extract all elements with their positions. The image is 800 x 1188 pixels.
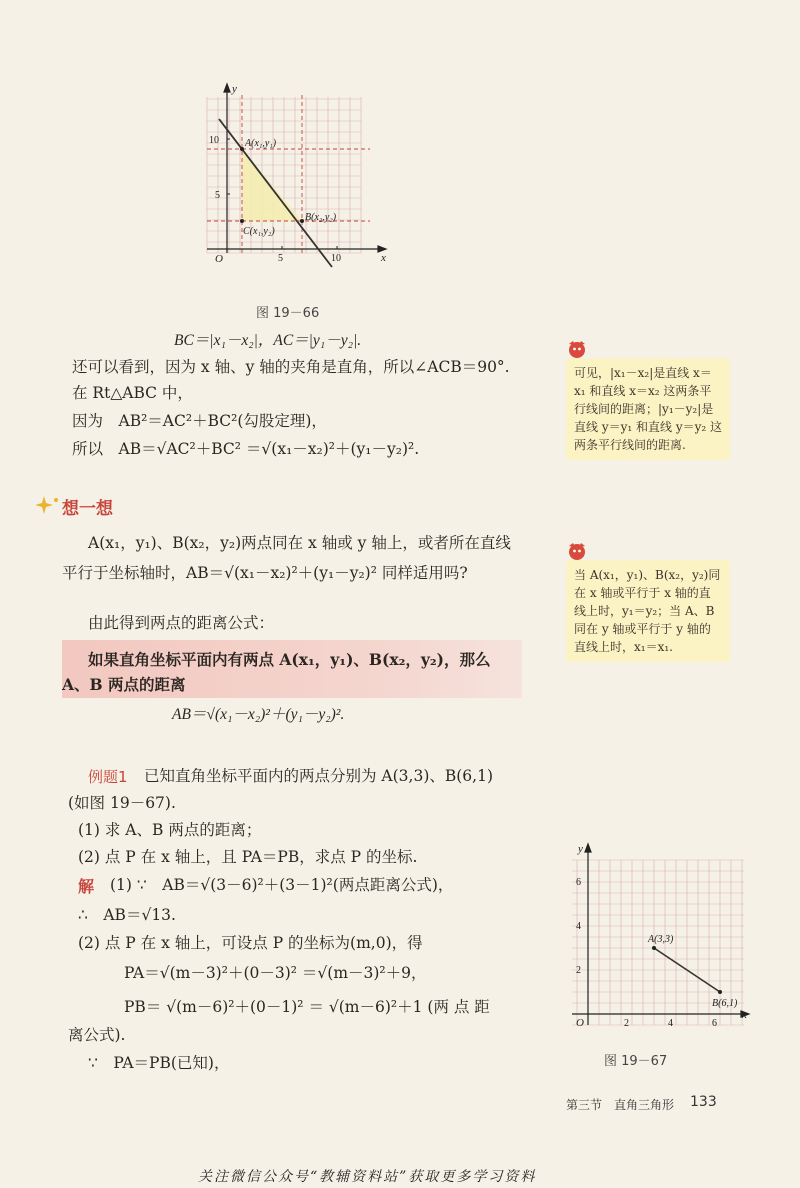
solution-line-7: ∵ PA＝PB(已知)， xyxy=(88,1054,230,1072)
tick-x-5: 5 xyxy=(278,253,283,264)
footer-section: 第三节 直角三角形 xyxy=(566,1098,675,1112)
fig2-tick-x-2: 2 xyxy=(624,1018,629,1029)
formula-line-3: AB＝√(x₁－x₂)²＋(y₁－y₂)². xyxy=(172,706,345,723)
figure-19-66-graphic xyxy=(185,75,405,275)
fig2-axis-y: y xyxy=(578,843,583,855)
point-c xyxy=(240,219,244,223)
point-c-label: C(x₁,y₂) xyxy=(243,226,275,237)
tick-y-5: 5 xyxy=(215,190,220,201)
point-a-label: A(x₁,y₁) xyxy=(245,138,277,149)
solution-line-1: (1) ∵ AB＝√(3－6)²＋(3－1)²(两点距离公式)， xyxy=(110,876,454,894)
fig2-origin: O xyxy=(576,1017,584,1029)
fig2-point-b xyxy=(718,990,722,994)
example-line-2: (如图 19－67). xyxy=(68,794,176,812)
axis-x-label: x xyxy=(381,252,386,264)
question-1: (1) 求 A、B 两点的距离； xyxy=(78,821,262,839)
point-a xyxy=(240,147,244,151)
tick-y-10: 10 xyxy=(209,135,219,146)
example-line-1: 已知直角坐标平面内的两点分别为 A(3,3)、B(6,1) xyxy=(144,767,494,785)
solution-line-4: PA＝√(m－3)²＋(0－3)² ＝√(m－3)²＋9， xyxy=(124,964,427,982)
text-line-ab-result: 所以 AB＝√AC²＋BC² ＝√(x₁－x₂)²＋(y₁－y₂)². xyxy=(72,440,420,458)
side-note-parallel-axis: 当 A(x₁，y₁)、B(x₂，y₂)同在 x 轴或平行于 x 轴的直线上时，y₁＝y₂；当 A、B 同在 y 轴或平行于 y 轴的直线上时，x₁＝x₁. xyxy=(566,560,730,662)
text-line-pythagoras: 因为 AB²＝AC²＋BC²(勾股定理)， xyxy=(72,412,327,430)
side-note-distance: 可见，|x₁－x₂|是直线 x＝x₁ 和直线 x＝x₂ 这两条平行线间的距离；|y₁－y₂|是直线 y＝y₁ 和直线 y＝y₂ 这两条平行线间的距离. xyxy=(566,358,730,460)
text-line-bc-ac: BC＝|x₁－x₂|，AC＝|y₁－y₂|. xyxy=(174,332,362,349)
fig2-tick-x-6: 6 xyxy=(712,1018,717,1029)
think-line-2: 平行于坐标轴时，AB＝√(x₁－x₂)²＋(y₁－y₂)² 同样适用吗? xyxy=(62,564,468,582)
think-title: 想一想 xyxy=(62,499,113,519)
solution-line-6: 离公式). xyxy=(68,1026,126,1044)
tick-x-10: 10 xyxy=(331,253,341,264)
solution-line-3: (2) 点 P 在 x 轴上，可设点 P 的坐标为(m,0)，得 xyxy=(78,934,423,952)
fig2-point-a-label: A(3,3) xyxy=(648,934,674,945)
sparkle-icon xyxy=(36,494,62,518)
note-2-icon xyxy=(566,540,588,562)
page-number: 133 xyxy=(690,1094,717,1110)
formula-line-1: 如果直角坐标平面内有两点 A(x₁，y₁)、B(x₂，y₂)，那么 xyxy=(88,650,491,669)
watermark: 关注微信公众号“教辅资料站”获取更多学习资料 xyxy=(198,1169,537,1185)
figure-19-66 xyxy=(185,75,405,275)
solution-line-2: ∴ AB＝√13. xyxy=(78,906,176,924)
fig2-tick-y-4: 4 xyxy=(576,921,581,932)
fig2-tick-y-2: 2 xyxy=(576,965,581,976)
fig2-tick-y-6: 6 xyxy=(576,877,581,888)
point-b-label: B(x₂,y₂) xyxy=(305,212,337,223)
note-1-icon xyxy=(566,338,588,360)
origin-label: O xyxy=(215,253,223,265)
fig2-tick-x-4: 4 xyxy=(668,1018,673,1029)
solution-label: 解 xyxy=(78,877,95,896)
mascot-icon xyxy=(566,540,588,562)
solution-line-5: PB＝ √(m－6)²＋(0－1)² ＝ √(m－6)²＋1 (两 点 距 xyxy=(124,998,490,1016)
formula-line-2: A、B 两点的距离 xyxy=(62,675,186,694)
mascot-icon xyxy=(566,338,588,360)
text-line-rt-triangle: 在 Rt△ABC 中， xyxy=(72,384,193,402)
point-b xyxy=(300,219,304,223)
figure-19-67-caption: 图 19－67 xyxy=(604,1054,668,1069)
figure-19-67-graphic xyxy=(558,840,758,1040)
think-line-1: A(x₁，y₁)、B(x₂，y₂)两点同在 x 轴或 y 轴上，或者所在直线 xyxy=(88,534,511,552)
axis-y-label: y xyxy=(232,83,237,95)
fig2-point-a xyxy=(652,946,656,950)
derive-line: 由此得到两点的距离公式： xyxy=(88,614,275,632)
fig2-point-b-label: B(6,1) xyxy=(712,998,738,1009)
figure-19-66-caption: 图 19－66 xyxy=(256,306,320,321)
figure-19-67 xyxy=(558,840,758,1040)
example-label: 例题1 xyxy=(88,768,128,786)
fig2-axis-x: x xyxy=(742,1009,747,1021)
question-2: (2) 点 P 在 x 轴上，且 PA＝PB，求点 P 的坐标. xyxy=(78,848,418,866)
text-line-angle: 还可以看到，因为 x 轴、y 轴的夹角是直角，所以∠ACB＝90°. xyxy=(72,358,510,376)
think-icon xyxy=(36,494,62,518)
